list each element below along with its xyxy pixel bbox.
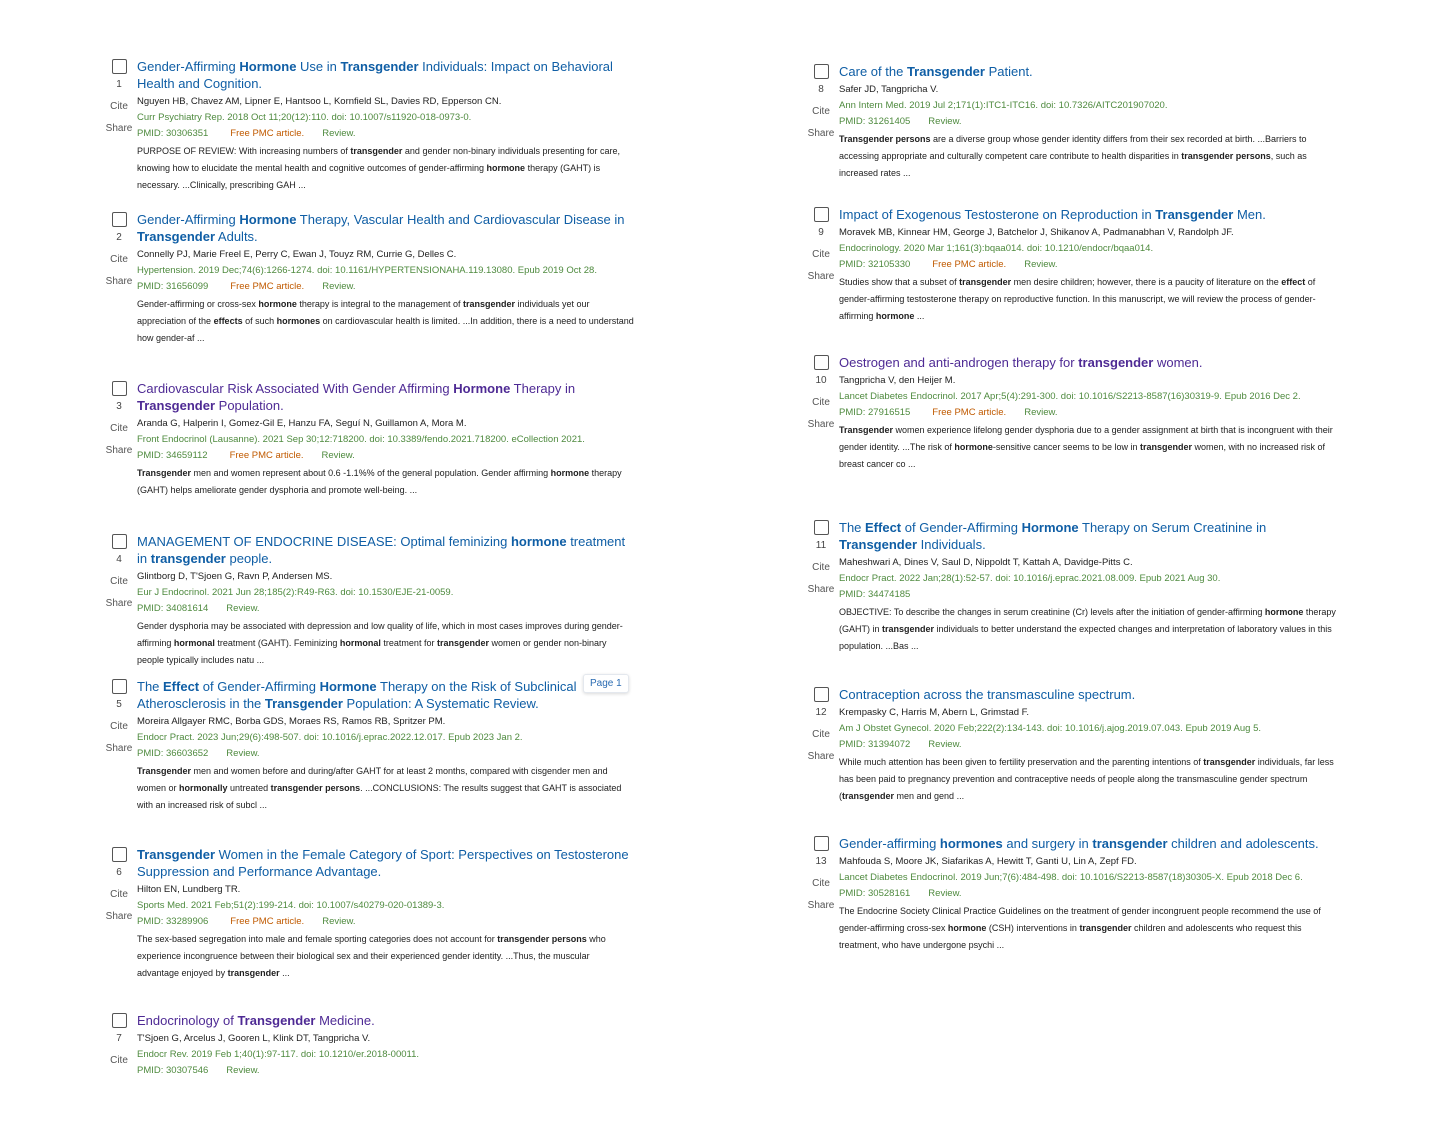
- highlight-term: transgender: [350, 146, 403, 156]
- share-button[interactable]: Share: [105, 911, 133, 922]
- select-checkbox[interactable]: [112, 212, 127, 227]
- result-meta: [839, 115, 1336, 128]
- result-title-link[interactable]: [137, 846, 634, 880]
- highlight-term: effect: [1281, 277, 1306, 287]
- result-gutter: [806, 686, 836, 762]
- text-segment: therapy is integral to the management of: [296, 299, 463, 309]
- text-segment: -sensitive cancer seems to be low in: [992, 442, 1140, 452]
- cite-button[interactable]: Cite: [812, 397, 830, 408]
- publication-type: Review.: [226, 1065, 260, 1076]
- result-title-link[interactable]: [839, 686, 1336, 703]
- text-segment: Therapy in: [510, 381, 576, 396]
- text-segment: Population: A Systematic Review.: [342, 696, 539, 711]
- text-segment: and gender non-binary individuals presenting for care, knowing how to elucidate the mental health and cognitive outcomes of gender-affirming: [137, 146, 621, 173]
- select-checkbox[interactable]: [814, 520, 829, 535]
- text-segment: who experience incongruence between their biological sex and their experienced gender identity. ...Thus, the muscular advantage enjoyed by: [137, 934, 606, 978]
- highlight-term: transgender: [1139, 442, 1192, 452]
- pmid-label: PMID: 30307546: [137, 1065, 209, 1076]
- text-segment: men and women represent about 0.6 -1.1%% of the general population. Gender affirming: [191, 468, 551, 478]
- result-number: 7: [116, 1033, 122, 1044]
- highlight-term: Hormone: [453, 381, 511, 396]
- text-segment: individuals yet our appreciation of the: [137, 299, 590, 326]
- highlight-term: transgender: [436, 638, 489, 648]
- result-snippet: [137, 618, 634, 669]
- pmid-label: PMID: 31394072: [839, 739, 911, 750]
- share-button[interactable]: Share: [105, 445, 133, 456]
- result-authors: Moravek MB, Kinnear HM, George J, Batchelor J, Shikanov A, Padmanabhan V, Randolph JF.: [839, 227, 1234, 238]
- text-segment: individuals, far less has been paid to pregnancy prevention and contraceptive needs of people along the transmasculine gender spectrum (: [839, 757, 1334, 801]
- share-button[interactable]: Share: [807, 900, 835, 911]
- share-button[interactable]: Share: [807, 584, 835, 595]
- highlight-term: Hormone: [1021, 520, 1079, 535]
- result-gutter: [104, 58, 134, 134]
- result-title-link[interactable]: [137, 211, 634, 245]
- highlight-term: Transgender: [237, 1013, 316, 1028]
- text-segment: treatment (GAHT). Feminizing: [214, 638, 340, 648]
- select-checkbox[interactable]: [814, 687, 829, 702]
- result-number: 6: [116, 867, 122, 878]
- result-number: 2: [116, 232, 122, 243]
- text-segment: Use in: [296, 59, 341, 74]
- text-segment: Gender-Affirming: [137, 59, 240, 74]
- result-meta: [137, 602, 634, 615]
- text-segment: Individuals.: [917, 537, 986, 552]
- highlight-term: transgender: [959, 277, 1012, 287]
- text-segment: are a diverse group whose gender identity differs from their sex recorded at birth. ...Barriers to accessing appropriate and culturally competent care contribute to health disparities in: [839, 134, 1307, 161]
- share-button[interactable]: Share: [807, 128, 835, 139]
- result-gutter: [104, 846, 134, 922]
- cite-button[interactable]: Cite: [110, 721, 128, 732]
- pmid-label: PMID: 33289906: [137, 916, 209, 927]
- text-segment: Gender dysphoria may be associated with depression and low quality of life, which in most cases improves during gender-affirming: [137, 621, 623, 648]
- highlight-term: hormone: [954, 442, 993, 452]
- result-title-link[interactable]: [137, 380, 634, 414]
- result-citation: Ann Intern Med. 2019 Jul 2;171(1):ITC1-ITC16. doi: 10.7326/AITC201907020.: [839, 100, 1168, 111]
- result-meta: [839, 738, 1336, 751]
- result-number: 3: [116, 401, 122, 412]
- result-number: 8: [818, 84, 824, 95]
- highlight-term: hormone: [947, 923, 987, 933]
- highlight-term: Transgender: [137, 229, 216, 244]
- cite-button[interactable]: Cite: [110, 254, 128, 265]
- share-button[interactable]: Share: [807, 751, 835, 762]
- highlight-term: Hormone: [239, 59, 297, 74]
- highlight-term: hormonally: [179, 783, 228, 793]
- text-segment: . ...CONCLUSIONS: The results suggest that GAHT is associated with an increased risk of subcl ...: [137, 783, 622, 810]
- text-segment: therapy (GAHT) helps ameliorate gender dysphoria and promote well-being. ...: [137, 468, 622, 495]
- highlight-term: transgender persons: [497, 934, 587, 944]
- text-segment: Gender-affirming or cross-sex: [137, 299, 259, 309]
- result-body: [137, 380, 634, 499]
- text-segment: Population.: [215, 398, 284, 413]
- text-segment: Endocrinology of: [137, 1013, 238, 1028]
- result-authors: Maheshwari A, Dines V, Saul D, Nippoldt T, Kattah A, Davidge-Pitts C.: [839, 557, 1133, 568]
- result-snippet: [839, 422, 1336, 473]
- text-segment: Patient.: [984, 64, 1033, 79]
- result-authors: Connelly PJ, Marie Freel E, Perry C, Ewan J, Touyz RM, Currie G, Delles C.: [137, 249, 457, 260]
- result-gutter: [806, 63, 836, 139]
- highlight-term: transgender: [227, 968, 280, 978]
- cite-button[interactable]: Cite: [812, 249, 830, 260]
- result-body: [137, 678, 634, 814]
- highlight-term: Transgender: [264, 696, 343, 711]
- publication-type: Review.: [928, 739, 962, 750]
- publication-type: Review.: [1024, 259, 1058, 270]
- publication-type: Review.: [928, 888, 962, 899]
- highlight-term: Transgender: [839, 425, 894, 435]
- text-segment: ...: [279, 968, 290, 978]
- highlight-term: effects: [213, 316, 243, 326]
- cite-button[interactable]: Cite: [812, 562, 830, 573]
- result-meta: [137, 280, 634, 293]
- result-snippet: [839, 131, 1336, 182]
- result-meta: [839, 588, 1336, 601]
- result-body: [839, 686, 1336, 805]
- result-number: 5: [116, 699, 122, 710]
- result-authors: Mahfouda S, Moore JK, Siafarikas A, Hewitt T, Ganti U, Lin A, Zepf FD.: [839, 856, 1137, 867]
- result-body: [839, 354, 1336, 473]
- text-segment: treatment for: [380, 638, 437, 648]
- result-authors: T'Sjoen G, Arcelus J, Gooren L, Klink DT, Tangpricha V.: [137, 1033, 371, 1044]
- result-number: 10: [815, 375, 827, 386]
- publication-type: Review.: [322, 916, 356, 927]
- result-title-link[interactable]: [137, 678, 634, 712]
- cite-button[interactable]: Cite: [110, 101, 128, 112]
- highlight-term: hormone: [1264, 607, 1304, 617]
- result-authors: Moreira Allgayer RMC, Borba GDS, Moraes RS, Ramos RB, Spritzer PM.: [137, 716, 446, 727]
- result-number: 9: [818, 227, 824, 238]
- text-segment: Individuals: Impact on Behavioral Health and Cognition.: [137, 59, 613, 91]
- highlight-term: transgender: [150, 551, 226, 566]
- pmid-label: PMID: 30306351: [137, 128, 209, 139]
- result-citation: Front Endocrinol (Lausanne). 2021 Sep 30;12:718200. doi: 10.3389/fendo.2021.718200. eCollection 2021.: [137, 434, 585, 445]
- text-segment: While much attention has been given to fertility preservation and the parenting intentions of: [839, 757, 1204, 767]
- share-button[interactable]: Share: [807, 419, 835, 430]
- highlight-term: Transgender: [1155, 207, 1234, 222]
- page-indicator: Page 1: [583, 674, 629, 693]
- highlight-term: hormone: [510, 534, 567, 549]
- result-body: [839, 63, 1336, 182]
- pmid-label: PMID: 36603652: [137, 748, 209, 759]
- result-title-link[interactable]: [839, 835, 1336, 852]
- pmid-label: PMID: 32105330: [839, 259, 911, 270]
- text-segment: PURPOSE OF REVIEW: With increasing numbers of: [137, 146, 351, 156]
- result-meta: [137, 127, 634, 140]
- result-body: [137, 533, 634, 669]
- select-checkbox[interactable]: [112, 679, 127, 694]
- result-title-link[interactable]: [137, 58, 634, 92]
- free-pmc-badge: Free PMC article.: [230, 128, 305, 139]
- highlight-term: Transgender: [137, 398, 216, 413]
- share-button[interactable]: Share: [105, 598, 133, 609]
- highlight-term: hormonal: [339, 638, 381, 648]
- result-authors: Nguyen HB, Chavez AM, Lipner E, Hantsoo L, Kornfield SL, Davies RD, Epperson CN.: [137, 96, 502, 107]
- highlight-term: Transgender: [839, 537, 918, 552]
- result-gutter: [806, 354, 836, 430]
- result-gutter: [104, 533, 134, 609]
- text-segment: Care of the: [839, 64, 907, 79]
- result-body: [137, 211, 634, 347]
- result-number: 4: [116, 554, 122, 565]
- result-citation: Curr Psychiatry Rep. 2018 Oct 11;20(12):110. doi: 10.1007/s11920-018-0973-0.: [137, 112, 472, 123]
- highlight-term: transgender persons: [270, 783, 361, 793]
- highlight-term: hormone: [550, 468, 590, 478]
- cite-button[interactable]: Cite: [110, 423, 128, 434]
- text-segment: Therapy on Serum Creatinine in: [1078, 520, 1267, 535]
- highlight-term: hormones: [276, 316, 321, 326]
- result-number: 12: [815, 707, 827, 718]
- result-title-link[interactable]: [839, 63, 1336, 80]
- free-pmc-badge: Free PMC article.: [229, 450, 304, 461]
- text-segment: , such as increased rates ...: [839, 151, 1307, 178]
- result-body: [137, 846, 634, 982]
- result-authors: Hilton EN, Lundberg TR.: [137, 884, 241, 895]
- text-segment: children and adolescents.: [1167, 836, 1319, 851]
- result-snippet: [137, 465, 634, 499]
- select-checkbox[interactable]: [112, 59, 127, 74]
- highlight-term: transgender: [1078, 355, 1154, 370]
- text-segment: (CSH) interventions in: [986, 923, 1080, 933]
- result-snippet: [137, 763, 634, 814]
- result-body: [137, 1012, 634, 1077]
- result-body: [839, 519, 1336, 655]
- free-pmc-badge: Free PMC article.: [230, 916, 305, 927]
- result-gutter: [806, 206, 836, 282]
- publication-type: Review.: [226, 748, 260, 759]
- publication-type: Review.: [322, 281, 356, 292]
- highlight-term: Effect: [163, 679, 200, 694]
- text-segment: Contraception across the transmasculine spectrum.: [839, 687, 1136, 702]
- result-citation: Endocr Pract. 2023 Jun;29(6):498-507. doi: 10.1016/j.eprac.2022.12.017. Epub 2023 Jan 2.: [137, 732, 523, 743]
- result-gutter: [104, 1012, 134, 1066]
- result-title-link[interactable]: [839, 206, 1336, 223]
- select-checkbox[interactable]: [814, 836, 829, 851]
- text-segment: of such: [242, 316, 277, 326]
- share-button[interactable]: Share: [105, 123, 133, 134]
- text-segment: children and adolescents who request this treatment, who have undergone psychi ...: [839, 923, 1302, 950]
- free-pmc-badge: Free PMC article.: [932, 407, 1007, 418]
- text-segment: individuals to better understand the expected changes and interpretation of laboratory values in this population. ...Bas ...: [839, 624, 1332, 651]
- pmid-label: PMID: 31656099: [137, 281, 209, 292]
- text-segment: Oestrogen and anti-androgen therapy for: [839, 355, 1079, 370]
- text-segment: men and women before and during/after GAHT for at least 2 months, compared with cisgender men and women or: [137, 766, 608, 793]
- result-gutter: [806, 835, 836, 911]
- result-meta: [839, 258, 1336, 271]
- result-snippet: [137, 143, 634, 194]
- text-segment: Studies show that a subset of: [839, 277, 960, 287]
- highlight-term: Hormone: [319, 679, 377, 694]
- result-meta: [839, 887, 1336, 900]
- pmid-label: PMID: 27916515: [839, 407, 911, 418]
- highlight-term: transgender: [1092, 836, 1168, 851]
- result-body: [839, 835, 1336, 954]
- cite-button[interactable]: Cite: [812, 729, 830, 740]
- result-citation: Hypertension. 2019 Dec;74(6):1266-1274. doi: 10.1161/HYPERTENSIONAHA.119.13080. Epub 2019 Oct 28.: [137, 265, 597, 276]
- result-gutter: [806, 519, 836, 595]
- select-checkbox[interactable]: [112, 847, 127, 862]
- result-snippet: [839, 754, 1336, 805]
- pmid-label: PMID: 34659112: [137, 450, 208, 461]
- result-citation: Endocrinology. 2020 Mar 1;161(3):bqaa014. doi: 10.1210/endocr/bqaa014.: [839, 243, 1154, 254]
- result-snippet: [137, 931, 634, 982]
- free-pmc-badge: Free PMC article.: [230, 281, 305, 292]
- result-title-link[interactable]: [839, 519, 1336, 553]
- result-meta: [137, 747, 634, 760]
- text-segment: therapy (GAHT) in: [839, 607, 1336, 634]
- highlight-term: transgender: [463, 299, 516, 309]
- text-segment: The sex-based segregation into male and female sporting categories does not account for: [137, 934, 498, 944]
- result-snippet: [839, 274, 1336, 325]
- highlight-term: Effect: [865, 520, 902, 535]
- highlight-term: transgender: [1079, 923, 1132, 933]
- result-snippet: [137, 296, 634, 347]
- text-segment: Therapy, Vascular Health and Cardiovascular Disease in: [296, 212, 625, 227]
- text-segment: women, with no increased risk of breast cancer co ...: [839, 442, 1326, 469]
- text-segment: The Endocrine Society Clinical Practice Guidelines on the treatment of gender incongruent people recommend the use of gender-affirming cross-sex: [839, 906, 1321, 933]
- cite-button[interactable]: Cite: [110, 889, 128, 900]
- result-number: 11: [815, 540, 827, 551]
- highlight-term: Transgender: [340, 59, 419, 74]
- cite-button[interactable]: Cite: [110, 576, 128, 587]
- pmid-label: PMID: 31261405: [839, 116, 911, 127]
- result-title-link[interactable]: [839, 354, 1336, 371]
- highlight-term: transgender: [842, 791, 895, 801]
- highlight-term: Transgender persons: [839, 134, 931, 144]
- share-button[interactable]: Share: [105, 276, 133, 287]
- text-segment: The: [137, 679, 164, 694]
- result-citation: Lancet Diabetes Endocrinol. 2017 Apr;5(4):291-300. doi: 10.1016/S2213-8587(16)30319-9. Epub 2016 Dec 2.: [839, 391, 1301, 402]
- result-authors: Safer JD, Tangpricha V.: [839, 84, 939, 95]
- select-checkbox[interactable]: [112, 1013, 127, 1028]
- result-number: 13: [815, 856, 827, 867]
- share-button[interactable]: Share: [105, 743, 133, 754]
- text-segment: Women in the Female Category of Sport: Perspectives on Testosterone Suppression and Performance Advantage.: [137, 847, 629, 879]
- result-citation: Endocr Rev. 2019 Feb 1;40(1):97-117. doi: 10.1210/er.2018-00011.: [137, 1049, 420, 1060]
- text-segment: men and gend ...: [894, 791, 965, 801]
- publication-type: Review.: [322, 128, 356, 139]
- result-body: [137, 58, 634, 194]
- text-segment: The: [839, 520, 866, 535]
- result-title-link[interactable]: [137, 533, 634, 567]
- result-meta: [839, 406, 1336, 419]
- text-segment: Gender-affirming: [839, 836, 940, 851]
- highlight-term: hormone: [875, 311, 915, 321]
- highlight-term: Transgender: [137, 847, 216, 862]
- highlight-term: Transgender: [137, 468, 192, 478]
- highlight-term: hormone: [486, 163, 526, 173]
- result-authors: Krempasky C, Harris M, Abern L, Grimstad F.: [839, 707, 1030, 718]
- result-snippet: [839, 903, 1336, 954]
- result-number: 1: [116, 79, 122, 90]
- text-segment: women experience lifelong gender dysphoria due to a gender assignment at birth that is incongruent with their gender identity. ...The risk of: [839, 425, 1333, 452]
- result-meta: [137, 1064, 634, 1077]
- result-authors: Aranda G, Halperin I, Gomez-Gil E, Hanzu FA, Seguí N, Guillamon A, Mora M.: [137, 418, 467, 429]
- text-segment: of Gender-Affirming: [901, 520, 1022, 535]
- publication-type: Review.: [928, 116, 962, 127]
- text-segment: MANAGEMENT OF ENDOCRINE DISEASE: Optimal feminizing: [137, 534, 511, 549]
- text-segment: on cardiovascular health is limited. ...In addition, there is a need to understand how gender-af ...: [137, 316, 634, 343]
- pmid-label: PMID: 34474185: [839, 589, 911, 600]
- result-snippet: [839, 604, 1336, 655]
- result-citation: Eur J Endocrinol. 2021 Jun 28;185(2):R49-R63. doi: 10.1530/EJE-21-0059.: [137, 587, 454, 598]
- free-pmc-badge: Free PMC article.: [932, 259, 1007, 270]
- select-checkbox[interactable]: [814, 64, 829, 79]
- select-checkbox[interactable]: [814, 355, 829, 370]
- text-segment: Cardiovascular Risk Associated With Gender Affirming: [137, 381, 454, 396]
- cite-button[interactable]: Cite: [110, 1055, 128, 1066]
- publication-type: Review.: [1024, 407, 1058, 418]
- result-gutter: [104, 380, 134, 456]
- result-meta: [137, 915, 634, 928]
- result-citation: Sports Med. 2021 Feb;51(2):199-214. doi: 10.1007/s40279-020-01389-3.: [137, 900, 445, 911]
- text-segment: treatment in: [137, 534, 626, 566]
- text-segment: Men.: [1233, 207, 1266, 222]
- text-segment: Impact of Exogenous Testosterone on Reproduction in: [839, 207, 1156, 222]
- highlight-term: Transgender: [137, 766, 192, 776]
- text-segment: Gender-Affirming: [137, 212, 240, 227]
- select-checkbox[interactable]: [112, 534, 127, 549]
- result-authors: Tangpricha V, den Heijer M.: [839, 375, 956, 386]
- text-segment: ...: [914, 311, 925, 321]
- publication-type: Review.: [226, 603, 260, 614]
- highlight-term: hormonal: [173, 638, 215, 648]
- highlight-term: transgender persons: [1181, 151, 1271, 161]
- text-segment: Adults.: [215, 229, 258, 244]
- pmid-label: PMID: 34081614: [137, 603, 209, 614]
- highlight-term: hormone: [258, 299, 297, 309]
- highlight-term: Hormone: [239, 212, 297, 227]
- result-authors: Glintborg D, T'Sjoen G, Ravn P, Andersen MS.: [137, 571, 333, 582]
- highlight-term: transgender: [1203, 757, 1256, 767]
- text-segment: women or gender non-binary people typically includes natu ...: [137, 638, 607, 665]
- share-button[interactable]: Share: [807, 271, 835, 282]
- text-segment: men desire children; however, there is a paucity of literature on the: [1011, 277, 1282, 287]
- highlight-term: Transgender: [906, 64, 985, 79]
- text-segment: women.: [1153, 355, 1203, 370]
- text-segment: of gender-affirming testosterone therapy on reproductive function. In this manuscript, we will review the process of gender-affirming: [839, 277, 1316, 321]
- publication-type: Review.: [321, 450, 355, 461]
- select-checkbox[interactable]: [814, 207, 829, 222]
- pmid-label: PMID: 30528161: [839, 888, 911, 899]
- highlight-term: hormones: [939, 836, 1003, 851]
- text-segment: OBJECTIVE: To describe the changes in serum creatinine (Cr) levels after the initiation of gender-affirming: [839, 607, 1265, 617]
- text-segment: Therapy on the Risk of Subclinical Atherosclerosis in the: [137, 679, 577, 711]
- text-segment: untreated: [227, 783, 271, 793]
- select-checkbox[interactable]: [112, 381, 127, 396]
- cite-button[interactable]: Cite: [812, 878, 830, 889]
- result-body: [839, 206, 1336, 325]
- text-segment: Medicine.: [315, 1013, 375, 1028]
- cite-button[interactable]: Cite: [812, 106, 830, 117]
- text-segment: people.: [225, 551, 273, 566]
- result-citation: Endocr Pract. 2022 Jan;28(1):52-57. doi: 10.1016/j.eprac.2021.08.009. Epub 2021 Aug 30.: [839, 573, 1221, 584]
- text-segment: of Gender-Affirming: [199, 679, 320, 694]
- highlight-term: transgender: [882, 624, 935, 634]
- result-gutter: [104, 211, 134, 287]
- result-citation: Am J Obstet Gynecol. 2020 Feb;222(2):134-143. doi: 10.1016/j.ajog.2019.07.043. Epub 2019 Aug 5.: [839, 723, 1261, 734]
- result-citation: Lancet Diabetes Endocrinol. 2019 Jun;7(6):484-498. doi: 10.1016/S2213-8587(18)30305-X. Epub 2018 Dec 6.: [839, 872, 1303, 883]
- text-segment: therapy (GAHT) is necessary. ...Clinically, prescribing GAH ...: [137, 163, 601, 190]
- result-meta: [137, 449, 634, 462]
- text-segment: and surgery in: [1002, 836, 1093, 851]
- result-gutter: [104, 678, 134, 754]
- result-title-link[interactable]: [137, 1012, 634, 1029]
